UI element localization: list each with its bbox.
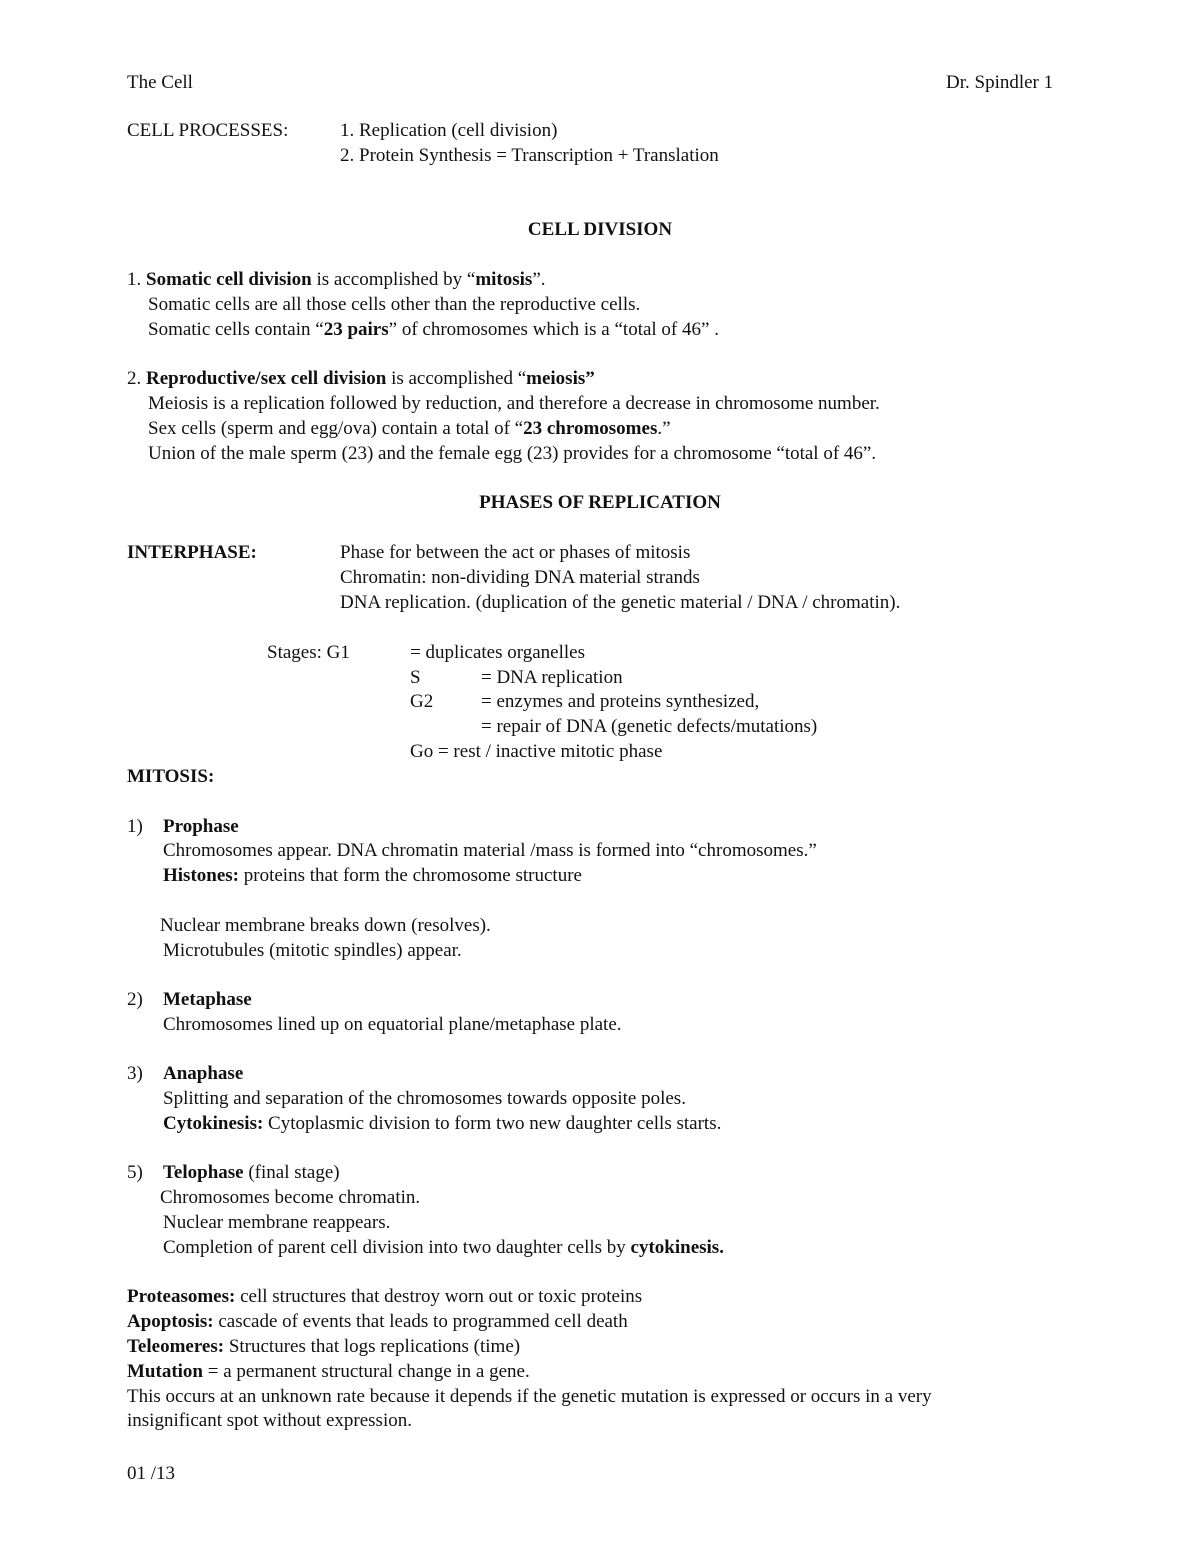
stage-s-label: S <box>410 667 421 688</box>
somatic-line-2: Somatic cells are all those cells other than the reproductive cells. <box>148 294 641 315</box>
mutation-note-line-2: insignificant spot without expression. <box>127 1410 412 1431</box>
anaphase-number: 3) <box>127 1063 143 1084</box>
interphase-line-1: Phase for between the act or phases of mitosis <box>340 542 691 563</box>
definition-teleomeres: Teleomeres: Structures that logs replications (time) <box>127 1336 521 1357</box>
definition-apoptosis: Apoptosis: cascade of events that leads to programmed cell death <box>127 1311 628 1332</box>
stage-g1-desc: = duplicates organelles <box>410 642 585 663</box>
header-title: The Cell <box>127 72 193 93</box>
prophase-line-2: Histones: proteins that form the chromosome structure <box>163 865 582 886</box>
metaphase-number: 2) <box>127 989 143 1010</box>
prophase-title: Prophase <box>163 816 239 837</box>
definition-mutation: Mutation = a permanent structural change in a gene. <box>127 1361 530 1382</box>
stage-g2-desc-2: = repair of DNA (genetic defects/mutations) <box>481 716 818 737</box>
metaphase-title: Metaphase <box>163 989 252 1010</box>
processes-label: CELL PROCESSES: <box>127 120 289 141</box>
anaphase-line-2: Cytokinesis: Cytoplasmic division to form two new daughter cells starts. <box>163 1113 722 1134</box>
definition-proteasomes: Proteasomes: cell structures that destroy worn out or toxic proteins <box>127 1286 643 1307</box>
interphase-line-2: Chromatin: non-dividing DNA material strands <box>340 567 700 588</box>
prophase-line-1: Chromosomes appear. DNA chromatin material /mass is formed into “chromosomes.” <box>163 840 817 861</box>
anaphase-title: Anaphase <box>163 1063 244 1084</box>
header-author-page: Dr. Spindler 1 <box>946 72 1054 93</box>
reproductive-line-1: 2. Reproductive/sex cell division is accomplished “meiosis” <box>127 368 595 389</box>
telophase-number: 5) <box>127 1162 143 1183</box>
stage-go-desc: Go = rest / inactive mitotic phase <box>410 741 663 762</box>
mutation-note-line-1: This occurs at an unknown rate because it depends if the genetic mutation is expressed or occurs in a very <box>127 1386 932 1407</box>
stage-g2-label: G2 <box>410 691 434 712</box>
prophase-line-4: Microtubules (mitotic spindles) appear. <box>163 940 462 961</box>
reproductive-line-4: Union of the male sperm (23) and the female egg (23) provides for a chromosome “total of 46”. <box>148 443 877 464</box>
somatic-line-3: Somatic cells contain “23 pairs” of chromosomes which is a “total of 46” . <box>148 319 719 340</box>
process-item-1: 1. Replication (cell division) <box>340 120 558 141</box>
reproductive-line-2: Meiosis is a replication followed by reduction, and therefore a decrease in chromosome number. <box>148 393 880 414</box>
stage-s-desc: = DNA replication <box>481 667 623 688</box>
metaphase-line-1: Chromosomes lined up on equatorial plane/metaphase plate. <box>163 1014 622 1035</box>
telophase-line-3: Completion of parent cell division into two daughter cells by cytokinesis. <box>163 1237 724 1258</box>
mitosis-heading: MITOSIS: <box>127 766 215 787</box>
somatic-line-1: 1. Somatic cell division is accomplished by “mitosis”. <box>127 269 546 290</box>
anaphase-line-1: Splitting and separation of the chromosomes towards opposite poles. <box>163 1088 686 1109</box>
telophase-line-2: Nuclear membrane reappears. <box>163 1212 391 1233</box>
prophase-line-3: Nuclear membrane breaks down (resolves). <box>160 915 491 936</box>
interphase-line-3: DNA replication. (duplication of the genetic material / DNA / chromatin). <box>340 592 901 613</box>
cell-division-heading: CELL DIVISION <box>527 219 673 240</box>
process-item-2: 2. Protein Synthesis = Transcription + Translation <box>340 145 719 166</box>
stages-label: Stages: G1 <box>267 642 350 663</box>
phases-heading: PHASES OF REPLICATION <box>479 492 721 513</box>
interphase-label: INTERPHASE: <box>127 542 257 563</box>
prophase-number: 1) <box>127 816 143 837</box>
telophase-line-1: Chromosomes become chromatin. <box>160 1187 421 1208</box>
telophase-title: Telophase (final stage) <box>163 1162 340 1183</box>
footer-date: 01 /13 <box>127 1463 176 1484</box>
stage-g2-desc: = enzymes and proteins synthesized, <box>481 691 760 712</box>
reproductive-line-3: Sex cells (sperm and egg/ova) contain a total of “23 chromosomes.” <box>148 418 671 439</box>
